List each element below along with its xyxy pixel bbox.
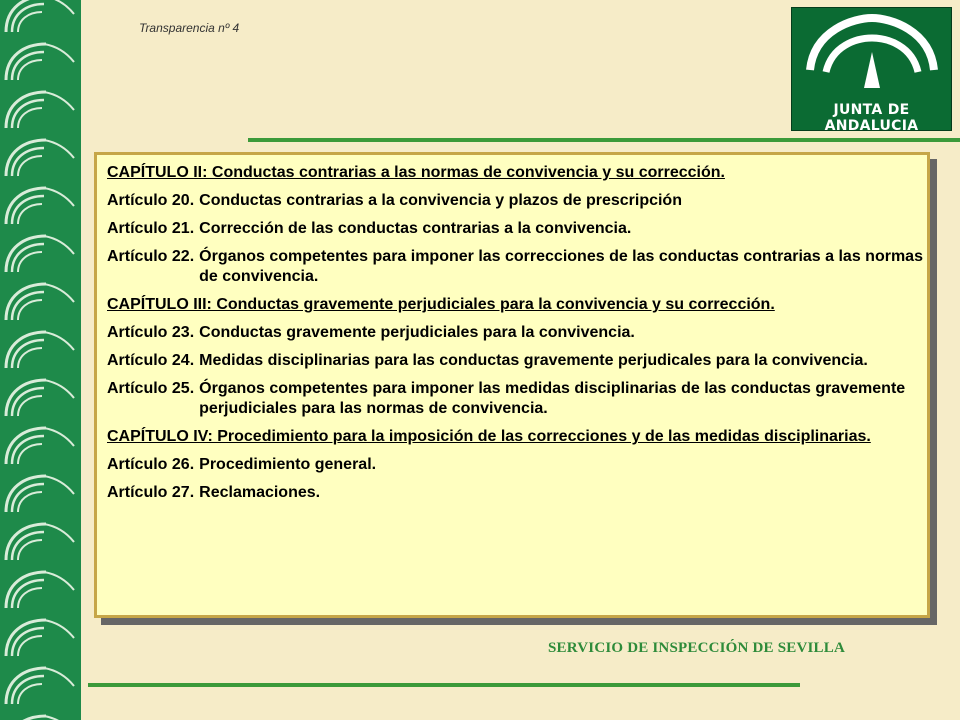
article-title: Conductas contrarias a la convivencia y plazos de prescripción xyxy=(199,192,682,209)
footer-service-name: SERVICIO DE INSPECCIÓN DE SEVILLA xyxy=(548,640,845,656)
logo-text: JUNTA DE ANDALUCIA xyxy=(824,102,919,134)
article-21 xyxy=(107,219,927,239)
chapter-4-heading: CAPÍTULO IV: Procedimiento para la imposición de las correcciones y de las medidas disciplinarias. xyxy=(107,428,871,445)
article-20 xyxy=(107,191,927,211)
article-number: Artículo 20. xyxy=(107,192,195,209)
article-title: Medidas disciplinarias para las conductas gravemente perjudicales para la convivencia. xyxy=(199,352,868,369)
article-title: Órganos competentes para imponer las correcciones de las conductas contrarias a las normas de convivencia. xyxy=(199,248,923,285)
article-title: Conductas gravemente perjudiciales para la convivencia. xyxy=(199,324,635,341)
article-number: Artículo 27. xyxy=(107,484,195,501)
article-number: Artículo 24. xyxy=(107,352,195,369)
sidebar-pattern xyxy=(0,0,81,720)
article-25 xyxy=(107,379,927,419)
transparency-label: Transparencia nº 4 xyxy=(139,21,240,35)
article-number: Artículo 23. xyxy=(107,324,195,341)
junta-de-andalucia-logo xyxy=(791,7,952,134)
content-box xyxy=(94,152,930,618)
top-divider xyxy=(248,138,960,142)
article-title: Procedimiento general. xyxy=(199,456,377,473)
article-number: Artículo 25. xyxy=(107,380,195,397)
article-23 xyxy=(107,323,927,343)
chapter-3-heading: CAPÍTULO III: Conductas gravemente perjudiciales para la convivencia y su corrección. xyxy=(107,296,775,313)
article-title: Corrección de las conductas contrarias a la convivencia. xyxy=(199,220,632,237)
article-26 xyxy=(107,455,927,475)
article-number: Artículo 26. xyxy=(107,456,195,473)
article-number: Artículo 21. xyxy=(107,220,195,237)
bottom-divider xyxy=(88,683,800,687)
article-22 xyxy=(107,247,927,287)
article-24 xyxy=(107,351,927,371)
article-title: Órganos competentes para imponer las medidas disciplinarias de las conductas gravemente perjudiciales para las normas de convivencia. xyxy=(199,380,906,417)
article-title: Reclamaciones. xyxy=(199,484,321,501)
article-27 xyxy=(107,483,927,503)
article-number: Artículo 22. xyxy=(107,248,195,265)
decorative-sidebar xyxy=(0,0,81,720)
chapter-2-heading: CAPÍTULO II: Conductas contrarias a las normas de convivencia y su corrección. xyxy=(107,164,725,181)
